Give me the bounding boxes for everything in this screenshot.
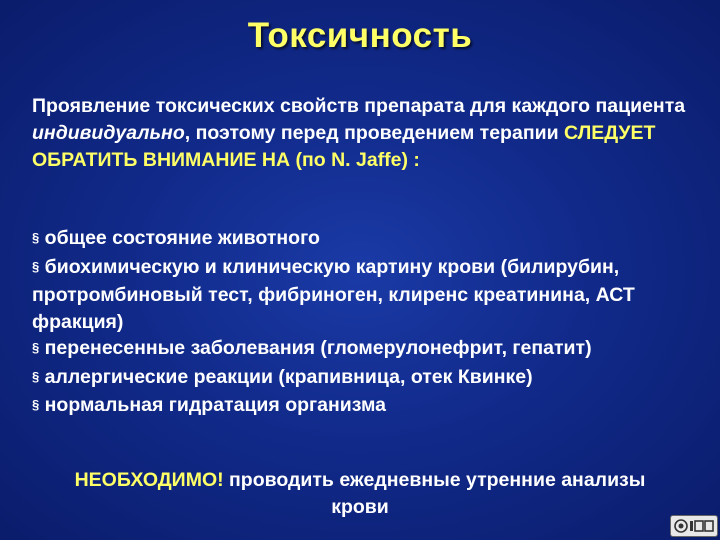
- list-item: § нормальная гидратация организма: [32, 394, 386, 416]
- bullet-icon: §: [32, 368, 40, 384]
- footer-emphasis: НЕОБХОДИМО!: [74, 469, 224, 491]
- intro-text-1: Проявление токсических свойств препарата для каждого пациента: [32, 95, 686, 117]
- requirements-list: [32, 225, 702, 421]
- bullet-icon: §: [32, 258, 40, 274]
- footer-note: [50, 467, 670, 521]
- intro-italic-text: индивидуально: [32, 122, 185, 144]
- footer-text: проводить ежедневные утренние анализы крови: [223, 469, 646, 518]
- bullet-icon: §: [32, 340, 40, 355]
- bullet-icon: §: [32, 230, 40, 245]
- intro-highlight-text: СЛЕДУЕТ ОБРАТИТЬ ВНИМАНИЕ НА (по N. Jaffe) :: [32, 122, 656, 171]
- list-item: § общее состояние животного: [32, 227, 320, 249]
- intro-paragraph: [32, 93, 702, 174]
- list-item: § биохимическую и клиническую картину крови (билирубин, протромбиновый тест, фибриноген, клиренс креатинина, АСТ фракция): [32, 255, 635, 333]
- site-logo-icon: [670, 515, 718, 537]
- list-item: § перенесенные заболевания (гломерулонефрит, гепатит): [32, 337, 592, 359]
- list-item: § аллергические реакции (крапивница, отек Квинке): [32, 365, 533, 388]
- bullet-icon: §: [32, 397, 40, 412]
- slide-title: Токсичность: [247, 16, 473, 55]
- intro-text-2: , поэтому перед проведением терапии: [184, 122, 564, 144]
